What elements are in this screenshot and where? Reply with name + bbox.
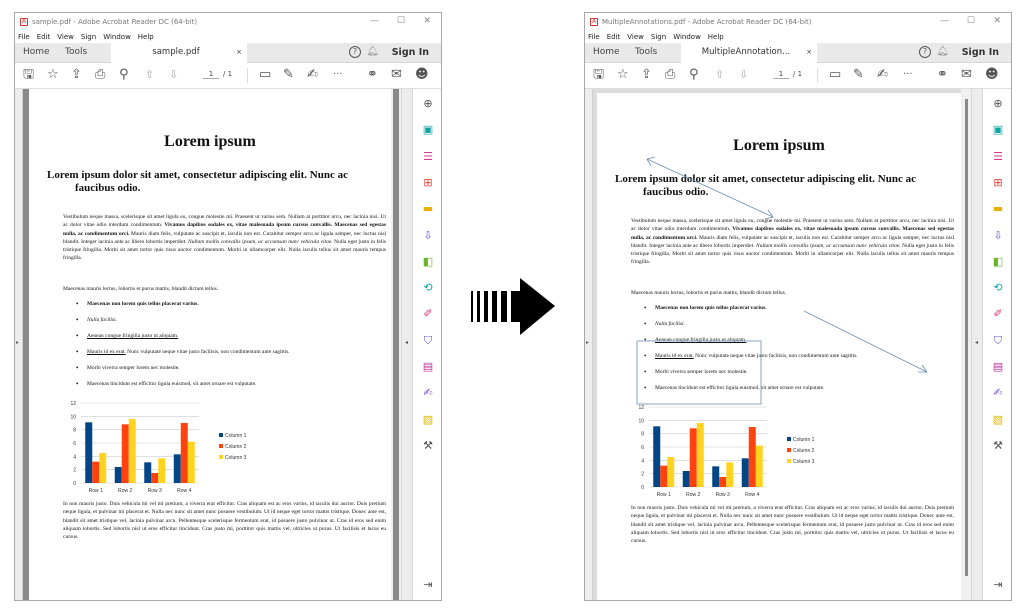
create-pdf-icon[interactable]: ⊞	[993, 175, 1003, 189]
send-for-review-icon[interactable]: ⟲	[423, 281, 433, 295]
left-panel-toggle[interactable]	[585, 89, 593, 600]
text-run: Mauris id ex erat.	[655, 353, 694, 359]
x-tick-label: Row 3	[715, 492, 730, 498]
menu-edit[interactable]: Edit	[36, 33, 51, 41]
text-run: Aenean congue fringilla justo ut aliquam.	[87, 333, 179, 339]
maximize-button[interactable]: ☐	[966, 16, 975, 26]
text-run: Nunc vulputate neque vitae justo facilisis, non condimentum ante sagittis.	[125, 349, 290, 355]
text-run: Vivamus dapibus sodales ex, vitae malesuada ipsum cursus convallis. Maecenas sed egestas nulla, ac condimentum orci.	[63, 222, 386, 237]
comment-icon[interactable]: ▬	[422, 202, 434, 216]
menu-bar	[585, 31, 1011, 43]
comment-icon[interactable]: ▬	[992, 202, 1004, 216]
bar-column-2-row-1	[92, 462, 99, 483]
pdf-page	[29, 89, 391, 600]
paragraph-3: In non mauris justo. Duis vehicula mi vel mi pretium, a viverra erat efficitur. Cras aliquam est ac eros varius, id iaculis dui auctor. Duis pretium neque ligula, et pulvinar mi placerat et. Nulla nec nunc sit amet nunc posuere vestibulum. Ut id neque eget tortor mattis tristique. Donec ante est, blandit sit amet tristique vel, lacinia pulvinar arcu. Pellentesque scelerisque fermentum erat, id posuere justo pulvinar ut. Cras id eros sed enim aliquam lobortis. Sed lobortis nisl ut eros efficitur tincidunt. Cras justo mi, porttitor quis mattis vel, ultricies ut purus. Ut facilisis et lacus eu cursus.	[631, 505, 954, 545]
prepare-form-icon[interactable]: ▧	[422, 412, 434, 426]
acrobat-app-icon: A	[21, 18, 27, 25]
tab-document[interactable]	[681, 43, 817, 63]
acrobat-window-2	[584, 12, 1012, 601]
text-run: Mauris diam felis, vulputate ac suscipit et, iaculis non est. Curabitur semper arcu ac ligula semper, nec luctus nisl blandit. Integer lacinia ante ac libero lobortis imperdiet.	[63, 230, 386, 245]
page-area	[23, 89, 391, 600]
page-number-input[interactable]: 1	[773, 70, 789, 79]
menu-window[interactable]: Window	[673, 33, 701, 41]
combine-files-icon[interactable]: ⇩	[423, 228, 433, 242]
text-run: Nulla facilisi.	[655, 321, 685, 327]
text-run: Maecenas non lorem quis tellus placerat varius.	[655, 305, 767, 311]
toolbar-divider	[817, 68, 818, 83]
help-icon[interactable]: ?	[349, 46, 361, 58]
expand-left-icon: ▸	[16, 339, 20, 346]
page-total: / 1	[793, 70, 803, 78]
document-heading: Lorem ipsum dolor sit amet, consectetur adipiscing elit. Nunc ac faucibus odio.	[47, 169, 348, 194]
protect-icon[interactable]: ⛉	[993, 333, 1003, 347]
legend-label: Column 2	[225, 444, 247, 450]
scan-icon[interactable]: ▤	[422, 360, 434, 373]
collapse-tools-icon: ◂	[405, 339, 409, 346]
export-pdf-icon[interactable]: ▣	[992, 123, 1004, 137]
document-title: Lorem ipsum	[164, 133, 256, 150]
paragraph-2: Maecenas mauris lectus, lobortis et purus mattis, blandit dictum tellus.	[63, 286, 219, 292]
paragraph-2: Maecenas mauris lectus, lobortis et purus mattis, blandit dictum tellus.	[631, 290, 787, 296]
text-run: Morbi viverra semper lorem nec molestie.	[87, 365, 180, 371]
legend-label: Column 2	[793, 448, 815, 454]
y-tick-label: 0	[641, 485, 644, 491]
share-link-icon[interactable]: ⚭	[937, 67, 948, 82]
left-panel-toggle[interactable]	[15, 89, 23, 600]
vertical-scrollbar[interactable]	[961, 89, 971, 600]
transition-arrow-icon	[468, 276, 558, 338]
scan-icon[interactable]: ▤	[992, 360, 1004, 373]
vertical-scrollbar[interactable]	[391, 89, 401, 600]
rectangle-annotation[interactable]	[637, 341, 761, 404]
x-tick-label: Row 2	[118, 488, 133, 494]
more-tools-icon[interactable]: ⚒	[423, 438, 433, 452]
text-run: Mauris diam felis, vulputate ac suscipit et, iaculis non est. Curabitur semper arcu ac ligula semper, nec luctus nisl blandit. Integer lacinia ante ac libero lobortis imperdiet.	[631, 234, 954, 249]
maximize-button[interactable]: ☐	[396, 16, 405, 26]
tab-document-label: MultipleAnnotation...	[701, 47, 791, 57]
list-item	[87, 301, 199, 307]
email-icon[interactable]: ✉	[961, 67, 972, 82]
toolbar	[15, 63, 441, 89]
combine-files-icon[interactable]: ⇩	[993, 228, 1003, 242]
text-run: Aenean congue fringilla justo ut aliquam.	[655, 337, 747, 343]
y-tick-label: 0	[73, 481, 76, 487]
zoom-out-icon[interactable]: ⚲	[689, 67, 699, 82]
tab-home[interactable]: Home	[593, 47, 620, 57]
page-up-icon[interactable]: ⇧	[715, 68, 725, 81]
tab-document[interactable]	[111, 43, 247, 63]
zoom-icon[interactable]: ⊕	[423, 97, 433, 110]
expand-left-icon: ▸	[586, 339, 590, 346]
y-tick-label: 6	[641, 445, 644, 451]
line-annotation-arrow[interactable]	[804, 311, 927, 372]
y-tick-label: 2	[73, 467, 76, 474]
organize-pages-icon[interactable]: ☰	[423, 149, 433, 163]
menu-view[interactable]: View	[627, 33, 644, 41]
x-tick-label: Row 1	[656, 492, 671, 498]
text-run: Nullam mollis convallis ipsum, ac accumsan nunc vehicula vitae.	[756, 242, 901, 249]
tab-close-button[interactable]: ×	[236, 48, 242, 56]
save-icon[interactable]: 🖫	[593, 67, 605, 82]
title-bar	[15, 13, 441, 31]
acrobat-window-1	[14, 12, 442, 601]
bar-column-2-row-4	[181, 423, 188, 483]
prepare-form-icon[interactable]: ▧	[992, 412, 1004, 426]
page-up-icon[interactable]: ⇧	[145, 68, 155, 81]
create-pdf-icon[interactable]: ⊞	[423, 175, 433, 189]
y-tick-label: 4	[641, 458, 644, 465]
minimize-button[interactable]: —	[370, 16, 379, 26]
upload-cloud-icon[interactable]: ⇪	[641, 67, 652, 82]
page-total: / 1	[223, 70, 233, 78]
tools-pane-toggle[interactable]	[401, 89, 413, 600]
legend-swatch	[219, 433, 223, 437]
more-tools-button[interactable]: ···	[333, 69, 343, 80]
tab-tools[interactable]: Tools	[635, 47, 658, 57]
paragraph-3: In non mauris justo. Duis vehicula mi vel mi pretium, a viverra erat efficitur. Cras aliquam est ac eros varius, id iaculis dui auctor. Duis pretium neque ligula, et pulvinar mi placerat et. Nulla nec nunc sit amet nunc posuere vestibulum. Ut id neque eget tortor mattis tristique. Donec ante est, blandit sit amet tristique vel, lacinia pulvinar arcu. Pellentesque scelerisque fermentum erat, id posuere justo pulvinar ut. Cras id eros sed enim aliquam lobortis. Sed lobortis nisl ut eros efficitur tincidunt. Cras justo mi, porttitor quis mattis vel, ultricies ut purus. Ut facilisis et lacus eu cursus.	[63, 501, 386, 541]
pen-icon[interactable]: ✎	[853, 67, 864, 82]
y-tick-label: 4	[73, 454, 76, 461]
close-window-button[interactable]: ✕	[423, 16, 431, 26]
certificates-icon[interactable]: ✍	[993, 386, 1003, 400]
upload-cloud-icon[interactable]: ⇪	[71, 67, 82, 82]
certificates-icon[interactable]: ✍	[423, 386, 433, 400]
collapse-tools-icon: ◂	[975, 339, 979, 346]
legend-swatch	[219, 444, 223, 448]
menu-file[interactable]: File	[18, 33, 30, 41]
page-number-input[interactable]: 1	[203, 70, 219, 79]
scrollbar-thumb[interactable]	[393, 89, 399, 600]
bar-column-3-row-1	[99, 453, 106, 483]
print-icon[interactable]: ⎙	[95, 67, 106, 82]
text-run: Nulla eget justo in felis tristique fringilla. Morbi sit amet tortor quis risus auctor condimentum. Morbi in ullamcorper elit. Nulla iaculis tellus sit amet mauris tempus fringilla.	[63, 238, 386, 262]
protect-icon[interactable]: ⛉	[423, 333, 433, 347]
sign-in-button[interactable]: Sign In	[391, 47, 429, 58]
more-tools-button[interactable]: ···	[903, 69, 913, 80]
line-annotation-double-arrow[interactable]	[647, 157, 773, 219]
menu-window[interactable]: Window	[103, 33, 131, 41]
share-link-icon[interactable]: ⚭	[367, 67, 378, 82]
text-run: Vestibulum neque massa, scelerisque sit amet ligula eu, congue molestie mi. Praesent ut varius sem. Nullam at porttitor arcu, nec lacinia nisi. Ut ac dolor vitae odio interdum condimentum.	[631, 218, 954, 233]
y-tick-label: 10	[70, 414, 76, 421]
send-for-review-icon[interactable]: ⟲	[993, 281, 1003, 295]
x-tick-label: Row 3	[147, 488, 162, 494]
x-tick-label: Row 4	[177, 488, 192, 494]
y-tick-label: 8	[73, 427, 76, 434]
list-item	[87, 349, 290, 355]
x-tick-label: Row 4	[745, 492, 760, 498]
bar-column-3-row-4	[188, 442, 195, 483]
toolbar-divider	[247, 68, 248, 83]
y-tick-label: 12	[638, 405, 644, 411]
text-run: Maecenas tincidunt est efficitur ligula euismod, sit amet ornare est vulputate.	[87, 381, 257, 387]
bar-column-1-row-2	[115, 467, 122, 483]
list-item	[87, 381, 256, 387]
legend-label: Column 1	[793, 437, 815, 443]
y-tick-label: 12	[70, 401, 76, 407]
bar-column-2-row-2	[122, 424, 129, 483]
bar-chart	[59, 397, 264, 495]
text-run: Nulla eget justo in felis tristique fringilla. Morbi sit amet tortor quis risus auctor condimentum. Morbi in ullamcorper elit. Nulla iaculis tellus sit amet mauris tempus fringilla.	[631, 242, 954, 266]
text-run: Nulla facilisi.	[87, 317, 117, 323]
sign-icon[interactable]: ✍	[307, 67, 318, 82]
bar-column-2-row-3	[151, 473, 158, 483]
collapse-panel-icon[interactable]: ⇥	[423, 578, 433, 591]
tab-close-button[interactable]: ×	[806, 48, 812, 56]
text-run: Morbi viverra semper lorem nec molestie.	[655, 369, 748, 375]
bar-column-1-row-4	[174, 454, 181, 483]
page-down-icon[interactable]: ⇩	[739, 68, 749, 81]
menu-bar	[15, 31, 441, 43]
toolbar	[585, 63, 1011, 89]
comment-icon[interactable]: ▭	[259, 67, 272, 82]
y-tick-label: 2	[641, 471, 644, 478]
text-run: Nunc vulputate neque vitae justo facilisis, non condimentum ante sagittis.	[693, 353, 858, 359]
legend-label: Column 1	[225, 433, 247, 439]
scrollbar-thumb[interactable]	[965, 99, 968, 576]
help-icon[interactable]: ?	[919, 46, 931, 58]
document-view	[585, 89, 1011, 600]
document-heading: Lorem ipsum dolor sit amet, consectetur adipiscing elit. Nunc ac faucibus odio.	[615, 173, 916, 198]
text-run: Maecenas tincidunt est efficitur ligula euismod, sit amet ornare est vulputate.	[655, 385, 825, 391]
tab-bar	[585, 43, 1011, 63]
page-area	[593, 89, 961, 600]
tools-pane-toggle[interactable]	[971, 89, 983, 600]
print-icon[interactable]: ⎙	[665, 67, 676, 82]
sign-in-button[interactable]: Sign In	[961, 47, 999, 58]
account-icon[interactable]: ☻	[415, 67, 429, 82]
zoom-icon[interactable]: ⊕	[993, 97, 1003, 110]
fill-sign-icon[interactable]: ✐	[993, 307, 1003, 321]
tools-pane	[983, 89, 1011, 600]
collapse-panel-icon[interactable]: ⇥	[993, 578, 1003, 591]
tab-document-label: sample.pdf	[152, 47, 200, 57]
zoom-out-icon[interactable]: ⚲	[119, 67, 129, 82]
menu-view[interactable]: View	[57, 33, 74, 41]
legend-label: Column 3	[225, 455, 247, 461]
window-title: sample.pdf - Adobe Acrobat Reader DC (64-bit)	[32, 18, 198, 26]
tools-pane	[413, 89, 441, 600]
pdf-page	[597, 93, 961, 600]
x-tick-label: Row 1	[88, 488, 103, 494]
y-tick-label: 10	[638, 418, 644, 425]
list-item	[87, 365, 180, 371]
notifications-bell-icon[interactable]: 🔔︎	[936, 46, 949, 57]
menu-sign[interactable]: Sign	[650, 33, 667, 41]
title-bar	[585, 13, 1011, 31]
notifications-bell-icon[interactable]: 🔔︎	[366, 46, 379, 57]
edit-pdf-icon[interactable]: ◧	[422, 254, 434, 268]
list-item	[87, 317, 117, 323]
close-window-button[interactable]: ✕	[993, 16, 1001, 26]
sign-icon[interactable]: ✍	[877, 67, 888, 82]
organize-pages-icon[interactable]: ☰	[993, 149, 1003, 163]
tab-tools[interactable]: Tools	[65, 47, 88, 57]
list-item	[87, 333, 178, 339]
window-title: MultipleAnnotations.pdf - Adobe Acrobat Reader DC (64-bit)	[602, 18, 812, 26]
export-pdf-icon[interactable]: ▣	[422, 123, 434, 137]
menu-sign[interactable]: Sign	[80, 33, 97, 41]
fill-sign-icon[interactable]: ✐	[423, 307, 433, 321]
account-icon[interactable]: ☻	[985, 67, 999, 82]
minimize-button[interactable]: —	[940, 16, 949, 26]
y-tick-label: 8	[641, 431, 644, 438]
legend-label: Column 3	[793, 459, 815, 465]
menu-help[interactable]: Help	[707, 33, 724, 41]
acrobat-app-icon: A	[591, 18, 597, 25]
edit-pdf-icon[interactable]: ◧	[992, 254, 1004, 268]
comment-icon[interactable]: ▭	[829, 67, 842, 82]
tab-bar	[15, 43, 441, 63]
save-icon[interactable]: 🖫	[23, 67, 35, 82]
more-tools-icon[interactable]: ⚒	[993, 438, 1003, 452]
menu-file[interactable]: File	[588, 33, 600, 41]
bar-column-1-row-1	[85, 422, 92, 483]
bar-column-3-row-3	[158, 458, 165, 483]
text-run: Vivamus dapibus sodales ex, vitae malesuada ipsum cursus convallis. Maecenas sed egestas nulla, ac condimentum orci.	[631, 226, 954, 241]
email-icon[interactable]: ✉	[391, 67, 402, 82]
pen-icon[interactable]: ✎	[283, 67, 294, 82]
menu-help[interactable]: Help	[137, 33, 154, 41]
document-title: Lorem ipsum	[733, 137, 825, 154]
text-run: Nullam mollis convallis ipsum, ac accumsan nunc vehicula vitae.	[188, 238, 333, 245]
bookmark-star-icon[interactable]: ☆	[47, 67, 59, 82]
bookmark-star-icon[interactable]: ☆	[617, 67, 629, 82]
document-view	[15, 89, 441, 600]
menu-edit[interactable]: Edit	[606, 33, 621, 41]
paragraph-1	[63, 213, 386, 263]
tab-home[interactable]: Home	[23, 47, 50, 57]
page-down-icon[interactable]: ⇩	[169, 68, 179, 81]
bar-column-1-row-3	[144, 462, 151, 483]
text-run: Vestibulum neque massa, scelerisque sit amet ligula eu, congue molestie mi. Praesent ut varius sem. Nullam at porttitor arcu, nec lacinia nisi. Ut ac dolor vitae odio interdum condimentum.	[63, 214, 386, 229]
legend-swatch	[219, 455, 223, 459]
bar-column-3-row-2	[129, 419, 136, 483]
x-tick-label: Row 2	[686, 492, 701, 498]
annotations-layer	[597, 93, 961, 593]
text-run: Mauris id ex erat.	[87, 349, 126, 355]
text-run: Maecenas non lorem quis tellus placerat varius.	[87, 301, 199, 307]
y-tick-label: 6	[73, 441, 76, 447]
